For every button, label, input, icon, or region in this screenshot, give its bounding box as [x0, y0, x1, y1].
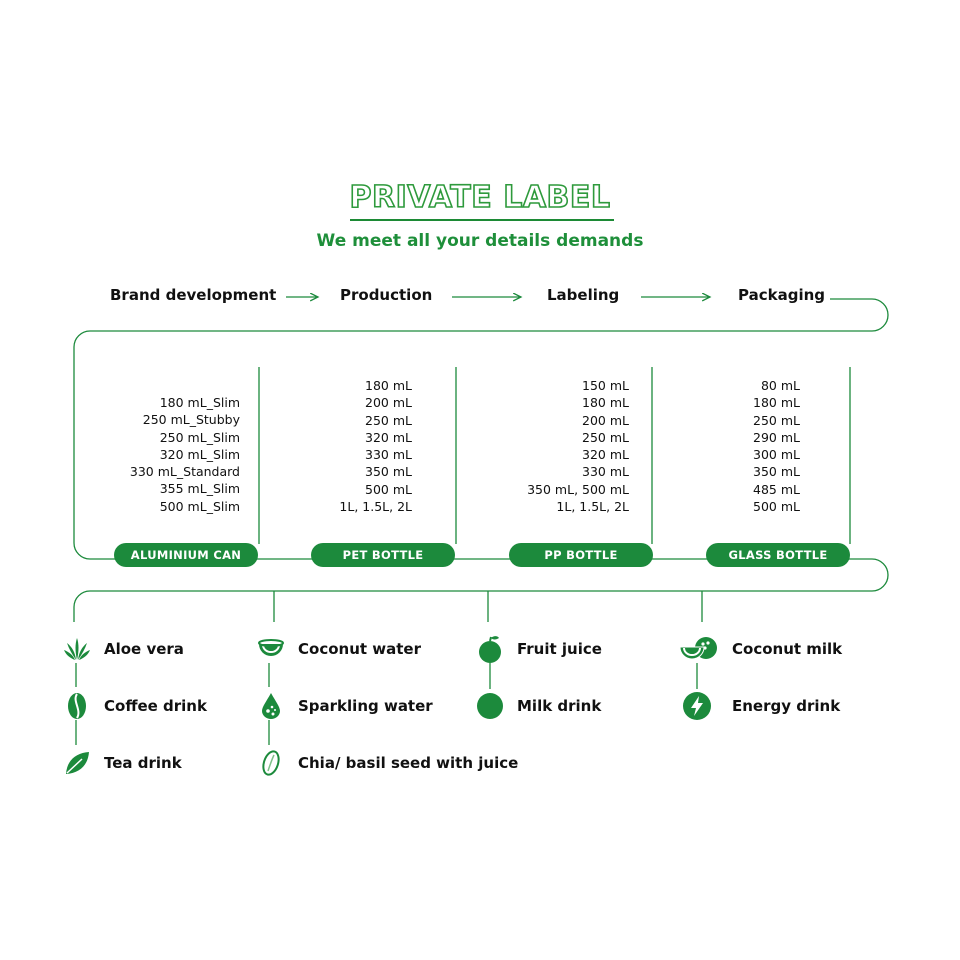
step-production: Production — [340, 286, 433, 304]
beverage-fruit-juice — [475, 634, 602, 664]
size-item: 350 mL, 500 mL — [527, 481, 629, 497]
milk-circle-icon — [475, 691, 505, 721]
size-item: 250 mL_Stubby — [142, 412, 240, 428]
tea-leaf-icon — [62, 748, 92, 778]
beverage-label: Chia/ basil seed with juice — [298, 754, 519, 772]
size-item: 150 mL — [582, 378, 629, 393]
aloe-vera-icon — [62, 634, 92, 664]
size-item: 1L, 1.5L, 2L — [339, 499, 412, 515]
page-subtitle: We meet all your details demands — [316, 231, 644, 251]
size-item: 290 mL — [753, 429, 800, 445]
beverage-coconut-milk — [678, 634, 842, 664]
beverage-label: Sparkling water — [298, 697, 433, 715]
size-item: 80 mL — [760, 378, 800, 393]
size-item: 250 mL — [365, 412, 412, 428]
size-item: 200 mL — [582, 412, 629, 428]
pill-pet-bottle: PET BOTTLE — [311, 543, 455, 567]
size-item: 180 mL_Slim — [159, 395, 240, 410]
beverage-coconut-water — [256, 634, 421, 664]
beverage-label: Coffee drink — [104, 697, 207, 715]
size-item: 250 mL_Slim — [159, 429, 240, 445]
size-item: 320 mL_Slim — [159, 446, 240, 462]
size-item: 485 mL — [753, 481, 800, 497]
coffee-bean-icon — [62, 691, 92, 721]
page-title: PRIVATE LABEL — [349, 180, 611, 215]
size-item: 180 mL — [753, 395, 800, 411]
size-item: 200 mL — [365, 395, 412, 411]
step-brand-development: Brand development — [110, 286, 277, 304]
coconut-half-icon — [256, 634, 286, 664]
size-item: 500 mL_Slim — [159, 498, 240, 514]
step-labeling: Labeling — [547, 286, 620, 304]
size-item: 250 mL — [753, 412, 800, 428]
size-item: 320 mL — [582, 447, 629, 463]
size-item: 355 mL_Slim — [159, 481, 240, 497]
size-item: 180 mL — [365, 378, 412, 393]
beverage-sparkling-water — [256, 691, 433, 721]
beverage-label: Fruit juice — [517, 640, 602, 658]
size-item: 330 mL — [365, 447, 412, 463]
beverage-coffee-drink — [62, 691, 207, 721]
beverage-chia-basil-seed — [256, 748, 518, 778]
sizes-pet-bottle — [339, 377, 412, 515]
size-item: 180 mL — [582, 395, 629, 411]
size-item: 350 mL — [365, 464, 412, 480]
pill-glass-bottle: GLASS BOTTLE — [706, 543, 850, 567]
size-item: 300 mL — [753, 447, 800, 463]
beverage-energy-drink — [682, 691, 840, 721]
beverage-label: Coconut milk — [732, 640, 843, 658]
coconut-milk-icon — [678, 634, 720, 664]
pill-aluminium-can: ALUMINIUM CAN — [114, 543, 258, 567]
size-item: 250 mL — [582, 429, 629, 445]
size-item: 330 mL — [582, 464, 629, 480]
beverage-label: Coconut water — [298, 640, 421, 658]
step-packaging: Packaging — [738, 286, 825, 304]
size-item: 1L, 1.5L, 2L — [556, 499, 629, 515]
sizes-aluminium-can — [130, 394, 240, 515]
sizes-glass-bottle — [753, 377, 800, 515]
pill-pp-bottle: PP BOTTLE — [509, 543, 653, 567]
size-item: 350 mL — [753, 464, 800, 480]
size-item: 500 mL — [365, 481, 412, 497]
water-drop-icon — [256, 691, 286, 721]
size-item: 330 mL_Standard — [129, 464, 240, 480]
fruit-icon — [475, 634, 505, 664]
title-underline — [350, 219, 614, 221]
beverage-aloe-vera — [62, 634, 184, 664]
beverage-label: Tea drink — [104, 754, 182, 772]
size-item: 500 mL — [753, 499, 800, 515]
size-item: 320 mL — [365, 429, 412, 445]
seed-icon — [256, 748, 286, 778]
beverage-label: Aloe vera — [104, 640, 184, 658]
sizes-pp-bottle — [527, 377, 629, 515]
beverage-label: Energy drink — [732, 697, 841, 715]
lightning-icon — [682, 691, 712, 721]
beverage-label: Milk drink — [517, 697, 602, 715]
beverage-tea-drink — [62, 748, 182, 778]
beverage-milk-drink — [475, 691, 601, 721]
